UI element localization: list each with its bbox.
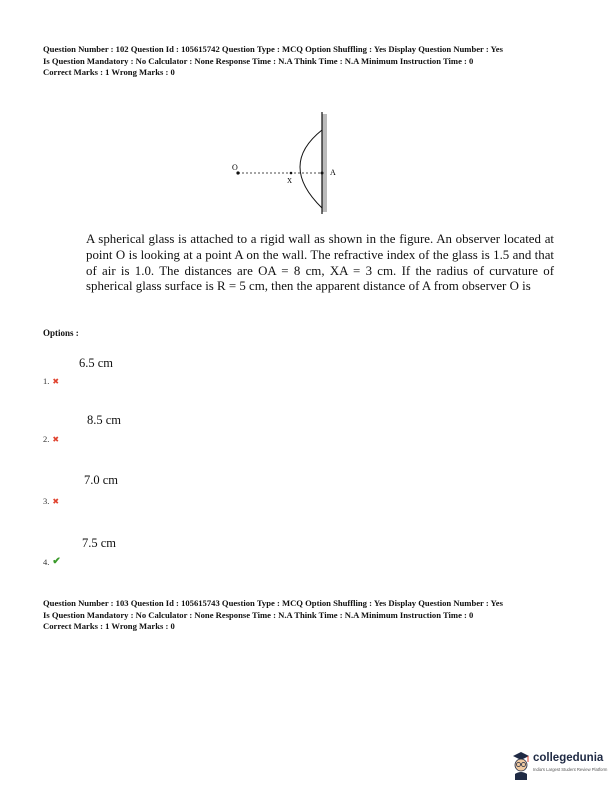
logo-tagline: India's Largest Student Review Platform xyxy=(533,767,608,772)
wrong-icon: ✖ xyxy=(52,376,60,386)
option-2[interactable] xyxy=(43,434,59,444)
mascot-icon xyxy=(511,750,531,780)
question-102-metadata xyxy=(43,44,573,79)
collegedunia-logo xyxy=(511,750,611,784)
spherical-surface xyxy=(300,130,322,208)
spherical-glass-figure xyxy=(226,108,356,218)
option-4[interactable] xyxy=(43,556,61,567)
option-1-text: 6.5 cm xyxy=(79,356,114,370)
point-a xyxy=(321,172,324,175)
option-1[interactable] xyxy=(43,376,59,386)
meta-line-1: Question Number : 103 Question Id : 105615743 Question Type : MCQ Option Shuffling : Yes Display Question Number : Yes xyxy=(43,598,503,608)
meta-line-3: Correct Marks : 1 Wrong Marks : 0 xyxy=(43,621,175,631)
label-o: O xyxy=(232,163,238,172)
option-number: 4. xyxy=(43,556,50,567)
point-x xyxy=(290,172,293,175)
question-103-metadata xyxy=(43,598,573,633)
question-text: A spherical glass is attached to a rigid wall as shown in the figure. An observer located at point O is looking at a point A on the wall. The refractive index of the glass is 1.5 and that of air is 1.0. The distances are OA = 8 cm, XA = 3 cm. If the radius of curvature of spherical glass surface is R = 5 cm, then the apparent distance of A from observer O is xyxy=(86,232,554,294)
option-4-text: 7.5 cm xyxy=(82,536,117,550)
meta-line-3: Correct Marks : 1 Wrong Marks : 0 xyxy=(43,67,175,77)
meta-line-1: Question Number : 102 Question Id : 105615742 Question Type : MCQ Option Shuffling : Yes Display Question Number : Yes xyxy=(43,44,503,54)
wall-hatch xyxy=(322,114,327,212)
meta-line-2: Is Question Mandatory : No Calculator : None Response Time : N.A Think Time : N.A Minimum Instruction Time : 0 xyxy=(43,609,474,620)
option-2-text: 8.5 cm xyxy=(87,413,122,427)
option-3-text: 7.0 cm xyxy=(84,473,119,487)
label-x: X xyxy=(287,177,293,185)
option-number: 1. xyxy=(43,376,50,386)
option-3[interactable] xyxy=(43,496,59,506)
wrong-icon: ✖ xyxy=(52,496,60,506)
label-a: A xyxy=(330,168,336,177)
option-number: 2. xyxy=(43,434,50,444)
logo-name: collegedunia xyxy=(533,752,604,764)
checkmark-icon: ✔ xyxy=(52,556,61,567)
option-number: 3. xyxy=(43,496,50,506)
options-label: Options : xyxy=(43,328,79,338)
wrong-icon: ✖ xyxy=(52,434,60,444)
meta-line-2: Is Question Mandatory : No Calculator : None Response Time : N.A Think Time : N.A Minimum Instruction Time : 0 xyxy=(43,55,474,66)
